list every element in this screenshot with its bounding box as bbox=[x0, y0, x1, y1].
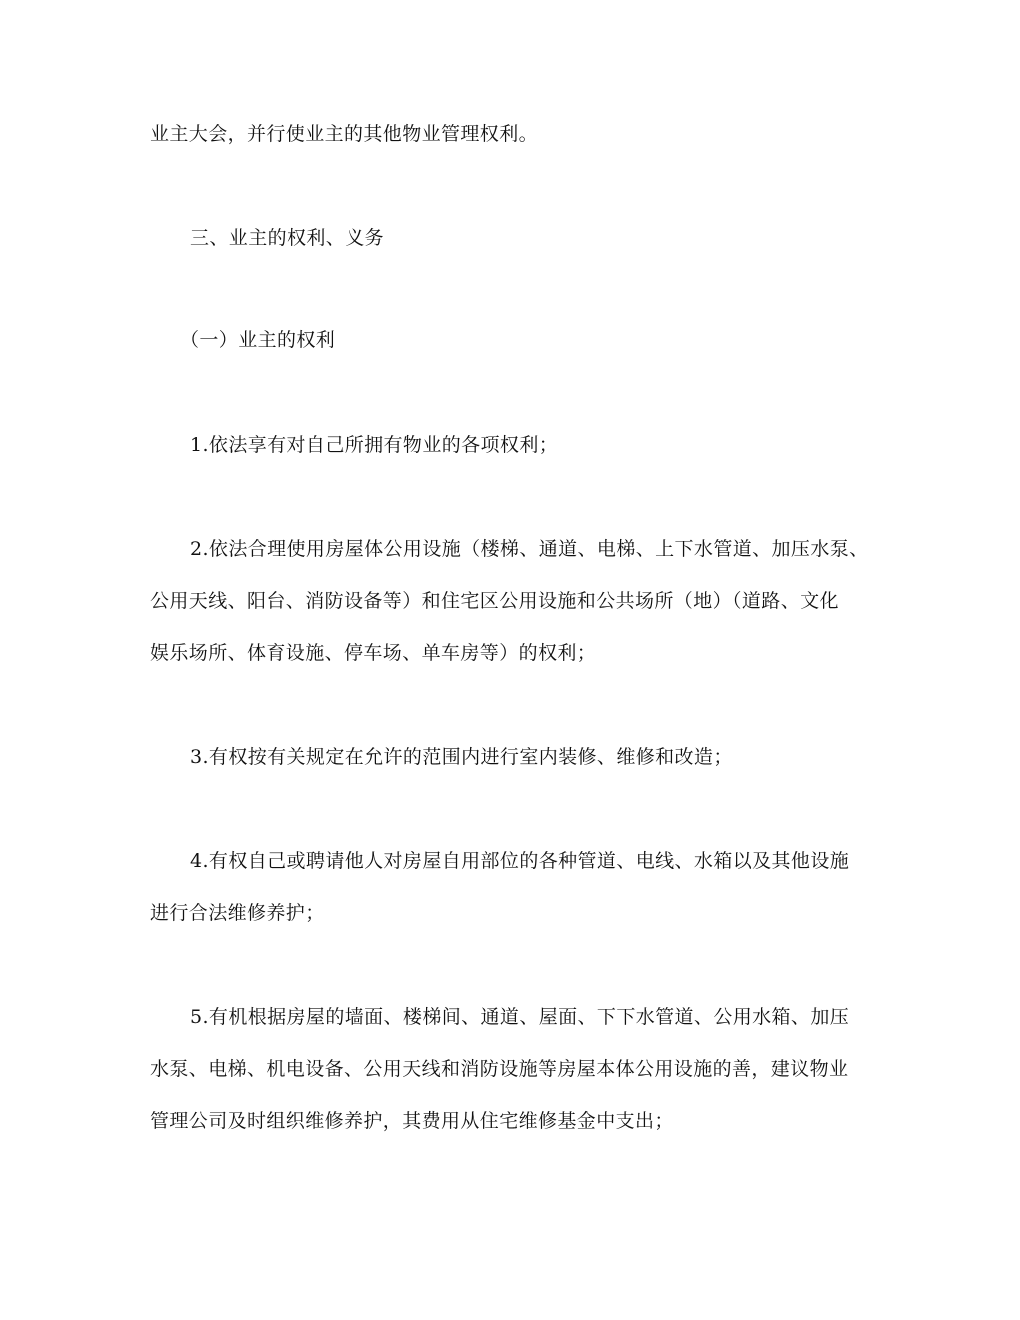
paragraph-line: 业主大会，并行使业主的其他物业管理权利。 bbox=[150, 123, 539, 145]
list-item-3: 3.有权按有关规定在允许的范围内进行室内装修、维修和改造； bbox=[190, 746, 733, 768]
list-item-5-cont: 水泵、电梯、机电设备、公用天线和消防设施等房屋本体公用设施的善，建议物业 bbox=[150, 1058, 849, 1080]
list-item-4: 4.有权自己或聘请他人对房屋自用部位的各种管道、电线、水箱以及其他设施 bbox=[190, 850, 850, 872]
list-item-5-cont: 管理公司及时组织维修养护，其费用从住宅维修基金中支出； bbox=[150, 1110, 674, 1132]
list-item-2-cont: 公用天线、阳台、消防设备等）和住宅区公用设施和公共场所（地）（道路、文化 bbox=[150, 590, 839, 612]
list-item-2-cont: 娱乐场所、体育设施、停车场、单车房等）的权利； bbox=[150, 642, 597, 664]
list-item-1: 1.依法享有对自己所拥有物业的各项权利； bbox=[190, 434, 559, 456]
subsection-heading: （一）业主的权利 bbox=[180, 329, 336, 351]
list-item-2: 2.依法合理使用房屋体公用设施（楼梯、通道、电梯、上下水管道、加压水泵、 bbox=[190, 538, 869, 560]
list-item-4-cont: 进行合法维修养护； bbox=[150, 902, 325, 924]
list-item-5: 5.有机根据房屋的墙面、楼梯间、通道、屋面、下下水管道、公用水箱、加压 bbox=[190, 1006, 850, 1028]
section-heading: 三、业主的权利、义务 bbox=[190, 227, 385, 249]
